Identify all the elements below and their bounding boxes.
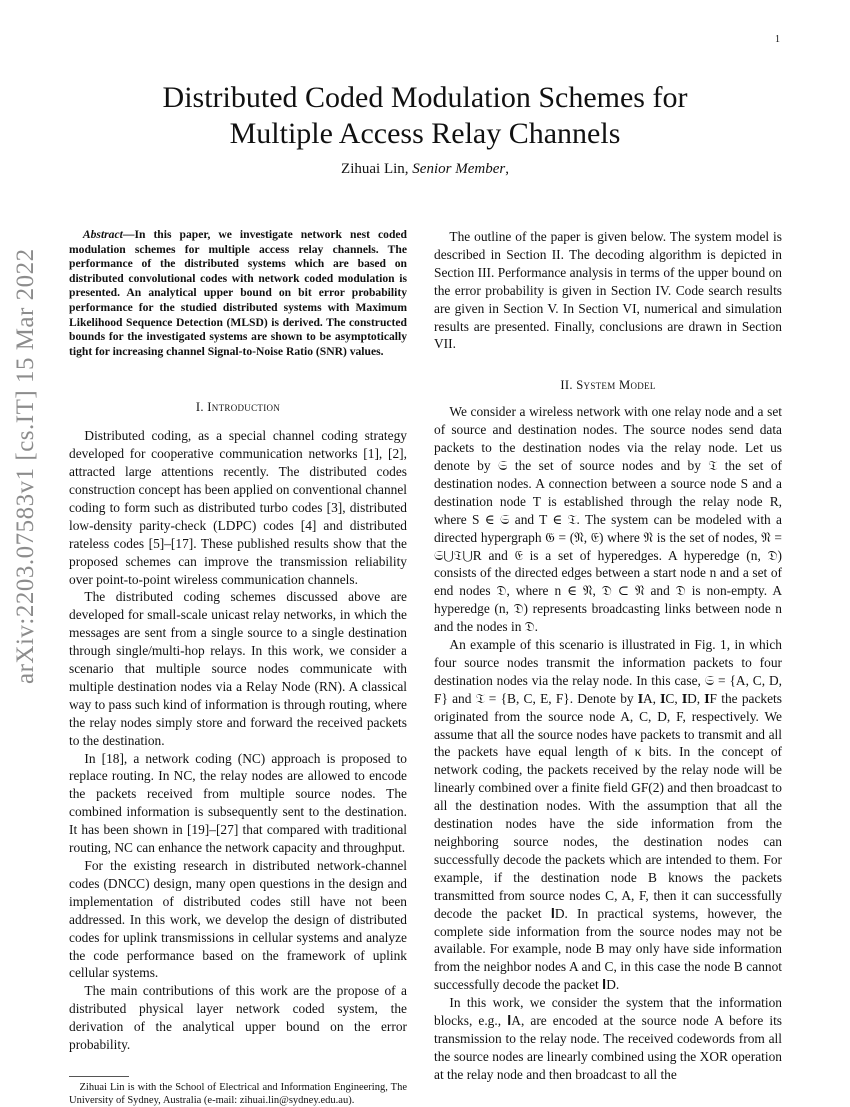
title-line-1: Distributed Coded Modulation Schemes for [162, 81, 688, 114]
system-title: System Model [576, 378, 656, 393]
intro-paragraph: The distributed coding schemes discussed above are developed for small-scale unicast relay networks, in which the messages are sent from a single source to a single destination through single/multi-hop relays. In this work, we consider a scenario that multiple source nodes communicate with multiple destination nodes via a Relay Node (RN). A classical way to pass such kind of information is through routing, where the relay nodes simply store and forward the received packets to the destination. [69, 589, 407, 748]
paper-title [70, 80, 780, 152]
intro-paragraph: For the existing research in distributed network-channel codes (DNCC) design, many open questions in the design and implementation of distributed codes still have not been addressed. In this work, we develop the design of distributed codes for uplink transmissions in cellular systems and analyze the code performance based on the framework of uplink cellular systems. [69, 858, 407, 981]
author-name: Zihuai Lin, [341, 161, 413, 177]
outline-paragraph: The outline of the paper is given below. The system model is described in Section II. The decoding algorithm is depicted in Section III. Performance analysis in terms of the upper bound on the error probability is given in Section IV. Code search results are given in Section V. In Section VI, numerical and simulation results are presented. Finally, conclusions are drawn in Section VII. [434, 229, 782, 352]
system-paragraph: In this work, we consider the system that the information blocks, e.g., 𝐈A, are encoded at the source node A before its transmission to the relay node. The received codewords from all the source nodes are linearly combined using the XOR operation at the relay node and then broadcast to all the [434, 995, 782, 1082]
intro-paragraph: The main contributions of this work are the propose of a distributed physical layer network coded system, the derivation of the analytical upper bound on the error probability. [69, 983, 407, 1053]
section-heading-system-model [434, 377, 782, 395]
arxiv-side-stamp: arXiv:2203.07583v1 [cs.IT] 15 Mar 2022 [12, 248, 39, 684]
author-role: Senior Member [412, 161, 506, 177]
footnote-rule [69, 1076, 129, 1077]
abstract-text: —In this paper, we investigate network nest coded modulation schemes for multiple access relay channels. The performance of the distributed systems which are based on distributed convolutional codes with network coded modulation is presented. An analytical upper bound on bit error probability performance for the studied distributed systems with Maximum Likelihood Sequence Detection (MLSD) is derived. The constructed bounds for the investigated systems are shown to be asymptotically tight for increasing channel Signal-to-Noise Ratio (SNR) values. [69, 228, 407, 358]
author-affiliation-footnote: Zihuai Lin is with the School of Electrical and Information Engineering, The University of Sydney, Australia (e-mail: zihuai.lin@sydney.edu.au). [69, 1081, 407, 1106]
author-trail: , [505, 161, 509, 177]
system-paragraph: We consider a wireless network with one relay node and a set of source and destination nodes. The source nodes send data packets to the destination nodes via the relay node. Let us denote by 𝔖 the set of source nodes and by 𝔗 the set of destination nodes. A connection between a source node S and a destination node T is established through the relay node R, where S ∈ 𝔖 and T ∈ 𝔗. The system can be modeled with a directed hypergraph 𝔊 = (𝔑, 𝔈) where 𝔑 is the set of nodes, 𝔑 = 𝔖⋃𝔗⋃R and 𝔈 is a set of hyperedges. A hyperedge (n, 𝔇) consists of the directed edges between a start node n and a set of end nodes 𝔇, where n ∈ 𝔑, 𝔇 ⊂ 𝔑 and 𝔇 is non-empty. A hyperedge (n, 𝔇) represents broadcasting links between node n and the nodes in 𝔇. [434, 404, 782, 635]
abstract [69, 228, 407, 359]
intro-paragraph: Distributed coding, as a special channel coding strategy developed for cooperative communication networks [1], [2], attracted large attentions recently. The distributed codes construction concept has been applied on conventional channel coding to form such as distributed turbo codes [3], distributed low-density parity-check (LDPC) codes [4] and distributed rateless codes [5]–[17]. These published results show that the proposed schemes can improve the transmission reliability over point-to-point wireless communication channels. [69, 428, 407, 587]
author-line [70, 161, 780, 178]
right-column [434, 228, 782, 1084]
footnote-block [69, 1076, 407, 1107]
section-heading-introduction [69, 399, 407, 417]
intro-paragraph: In [18], a network coding (NC) approach is proposed to replace routing. In NC, the relay nodes are allowed to encode the packets received from multiple source nodes. The combined information is subsequently sent to the destination. It has been shown in [19]–[27] that compared with traditional routing, NC can enhance the network capacity and throughput. [69, 750, 407, 856]
intro-title: Introduction [207, 400, 281, 415]
intro-numeral: I. [195, 400, 208, 415]
left-column [69, 228, 407, 1107]
title-line-2: Multiple Access Relay Channels [229, 117, 621, 150]
page-number: 1 [775, 34, 780, 45]
system-paragraph: An example of this scenario is illustrated in Fig. 1, in which four source nodes transmit the information packets to four destination nodes via the relay node. In this case, 𝔖 = {A, C, D, F} and 𝔗 = {B, C, E, F}. Denote by 𝐈A, 𝐈C, 𝐈D, 𝐈F the packets originated from the source node A, C, D, F, respectively. We assume that all the source nodes have packets to transmit and all the packets have equal length of κ bits. In the concept of network coding, the packets received by the relay node will be linearly combined over a finite field GF(2) and then broadcast to all the destination nodes. With the assumption that all the destination nodes have the side information from the neighboring source nodes, the destination nodes can successfully decode the packets which are intended to them. For example, if the destination node B knows the packets transmitted from source nodes C, A, F, then it can successfully decode the packet 𝐈D. In practical systems, however, the complete side information from the source nodes may not be available. For example, node B may only have side information from the neighbor nodes A and C, in this case the node B cannot successfully decode the packet 𝐈D. [434, 637, 782, 993]
abstract-lead: Abstract [82, 228, 123, 241]
system-numeral: II. [560, 378, 577, 393]
